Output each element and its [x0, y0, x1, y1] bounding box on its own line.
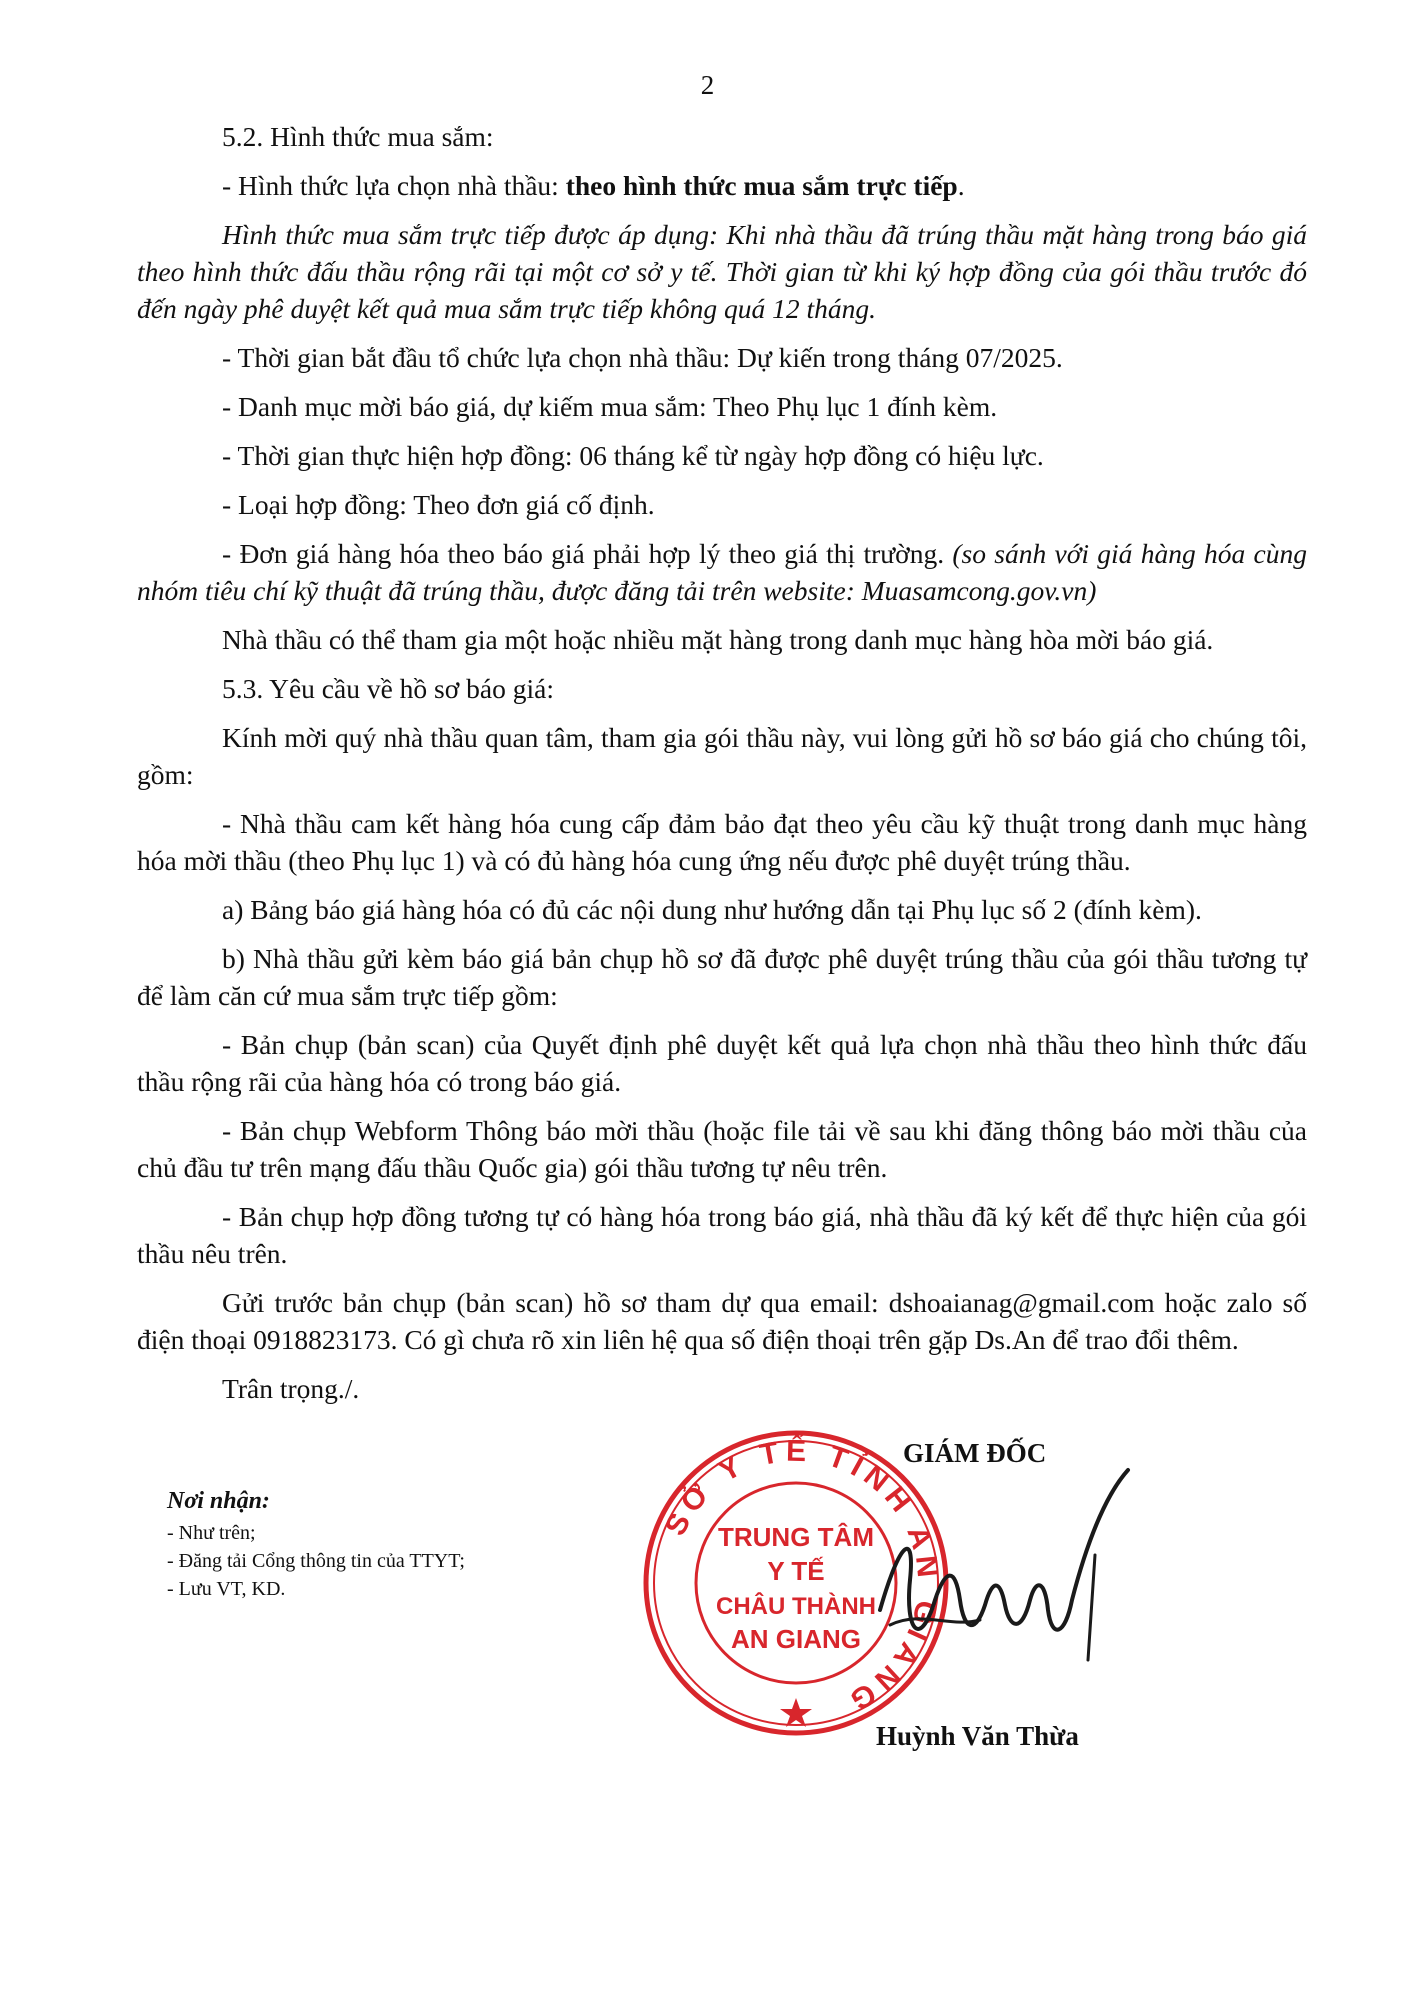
send-instructions: Gửi trước bản chụp (bản scan) hồ sơ tham dự qua email: dshoaianag@gmail.com hoặc zalo số điện thoại 0918823173. Có gì chưa rõ xin liên hệ qua số điện thoại trên gặp Ds.An để trao đổi thêm. [137, 1287, 1307, 1355]
item-a: a) Bảng báo giá hàng hóa có đủ các nội dung như hướng dẫn tại Phụ lục số 2 (đính kèm). [222, 894, 1202, 925]
unit-price-note: (so sánh với giá hàng hóa cùng nhóm tiêu chí kỹ thuật đã trúng thầu, được đăng tải trên website: Muasamcong.gov.vn) [137, 538, 1307, 606]
participation: Nhà thầu có thể tham gia một hoặc nhiều mặt hàng trong danh mục hàng hòa mời báo giá. [222, 624, 1214, 655]
unit-price-text: - Đơn giá hàng hóa theo báo giá phải hợp lý theo giá thị trường. [222, 538, 953, 569]
recipients-title: Nơi nhận: [167, 1488, 270, 1514]
page-number: 2 [700, 70, 715, 100]
commitment: - Nhà thầu cam kết hàng hóa cung cấp đảm bảo đạt theo yêu cầu kỹ thuật trong danh mục hàng hóa mời thầu (theo Phụ lục 1) và có đủ hàng hóa cung ứng nếu được phê duyệt trúng thầu. [137, 808, 1307, 876]
recipients-block [167, 1487, 465, 1603]
invite-text: Kính mời quý nhà thầu quan tâm, tham gia gói thầu này, vui lòng gửi hồ sơ báo giá cho chúng tôi, gồm: [137, 722, 1307, 790]
selection-method [137, 167, 1307, 204]
copy-contract: - Bản chụp hợp đồng tương tự có hàng hóa trong báo giá, nhà thầu đã ký kết để thực hiện của gói thầu nêu trên. [137, 1201, 1307, 1269]
copy-decision: - Bản chụp (bản scan) của Quyết định phê duyệt kết quả lựa chọn nhà thầu theo hình thức đấu thầu rộng rãi của hàng hóa có trong báo giá. [137, 1029, 1307, 1097]
selection-method-bold: theo hình thức mua sắm trực tiếp [565, 170, 958, 201]
direct-procurement-note: Hình thức mua sắm trực tiếp được áp dụng: Khi nhà thầu đã trúng thầu mặt hàng trong báo giá theo hình thức đấu thầu rộng rãi tại một cơ sở y tế. Thời gian từ khi ký hợp đồng của gói thầu trước đó đến ngày phê duyệt kết quả mua sắm trực tiếp không quá 12 tháng. [137, 219, 1307, 324]
unit-price [137, 535, 1307, 609]
recipient-item: - Đăng tải Cổng thông tin của TTYT; [167, 1550, 465, 1572]
seal-line: CHÂU THÀNH [716, 1593, 876, 1620]
seal-line: AN GIANG [731, 1624, 861, 1654]
contract-type: - Loại hợp đồng: Theo đơn giá cố định. [222, 489, 655, 520]
procurement-list: - Danh mục mời báo giá, dự kiếm mua sắm: Theo Phụ lục 1 đính kèm. [222, 391, 998, 422]
handwritten-signature [860, 1460, 1150, 1690]
seal-outer-text: SỞ Y TẾ TỈNH AN GIANG [658, 1434, 945, 1720]
section-5-2-heading: 5.2. Hình thức mua sắm: [222, 121, 494, 152]
section-5-3-heading: 5.3. Yêu cầu về hồ sơ báo giá: [222, 673, 554, 704]
copy-webform: - Bản chụp Webform Thông báo mời thầu (hoặc file tải về sau khi đăng thông báo mời thầu của chủ đầu tư trên mạng đấu thầu Quốc gia) gói thầu tương tự nêu trên. [137, 1115, 1307, 1183]
selection-end: . [957, 170, 965, 201]
seal-star-icon [780, 1698, 812, 1727]
seal-line: TRUNG TÂM [718, 1522, 874, 1552]
start-time: - Thời gian bắt đầu tổ chức lựa chọn nhà thầu: Dự kiến trong tháng 07/2025. [222, 342, 1063, 373]
document-body [137, 118, 1307, 1419]
contract-time: - Thời gian thực hiện hợp đồng: 06 tháng kể từ ngày hợp đồng có hiệu lực. [222, 440, 1044, 471]
item-b: b) Nhà thầu gửi kèm báo giá bản chụp hồ sơ đã được phê duyệt trúng thầu của gói thầu tương tự để làm căn cứ mua sắm trực tiếp gồm: [137, 943, 1307, 1011]
recipient-item: - Lưu VT, KD. [167, 1578, 286, 1600]
recipient-item: - Như trên; [167, 1522, 256, 1544]
signer-name: Huỳnh Văn Thừa [876, 1721, 1079, 1751]
regards: Trân trọng./. [222, 1373, 360, 1404]
signer-role: GIÁM ĐỐC [903, 1438, 1047, 1468]
seal-line: Y TẾ [767, 1556, 825, 1586]
selection-prefix: - Hình thức lựa chọn nhà thầu: [222, 170, 566, 201]
